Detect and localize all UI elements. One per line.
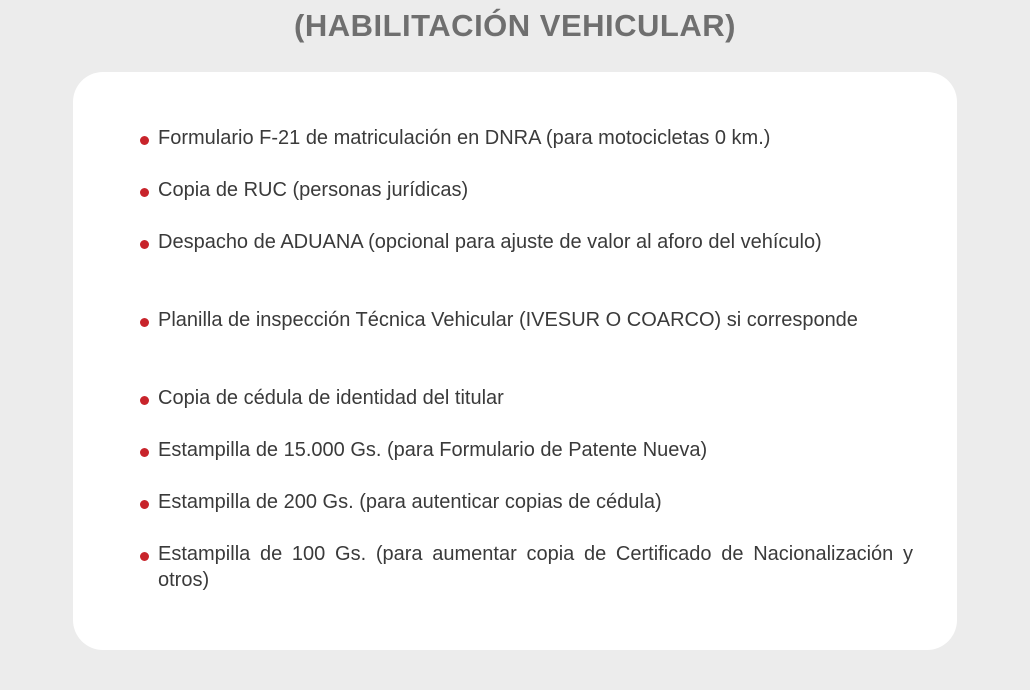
bullet-icon	[139, 385, 158, 411]
bullet-icon	[139, 307, 158, 333]
list-item	[139, 229, 913, 255]
list-item	[139, 307, 913, 333]
list-item	[139, 541, 913, 593]
list-item-text: Copia de RUC (personas jurídicas)	[158, 179, 469, 201]
list-item-text: Estampilla de 100 Gs. (para aumentar copia de Certificado de Nacionalización y otros)	[158, 543, 913, 591]
list-item-text: Estampilla de 15.000 Gs. (para Formulario de Patente Nueva)	[158, 439, 708, 461]
bullet-icon	[139, 125, 158, 151]
list-item-text: Planilla de inspección Técnica Vehicular (IVESUR O COARCO) si corresponde	[158, 309, 858, 331]
list-item-text: Copia de cédula de identidad del titular	[158, 387, 504, 409]
bullet-icon	[139, 229, 158, 255]
list-item-text: Estampilla de 200 Gs. (para autenticar copias de cédula)	[158, 491, 662, 513]
list-item	[139, 437, 913, 463]
list-item-text: Formulario F-21 de matriculación en DNRA (para motocicletas 0 km.)	[158, 127, 771, 149]
list-item	[139, 125, 913, 151]
page-title: (HABILITACIÓN VEHICULAR)	[294, 8, 736, 43]
list-item-text: Despacho de ADUANA (opcional para ajuste de valor al aforo del vehículo)	[158, 231, 822, 253]
bullet-icon	[139, 489, 158, 515]
bullet-icon	[139, 541, 158, 567]
list-item	[139, 489, 913, 515]
list-item	[139, 177, 913, 203]
list-item	[139, 385, 913, 411]
bullet-icon	[139, 177, 158, 203]
bullet-icon	[139, 437, 158, 463]
